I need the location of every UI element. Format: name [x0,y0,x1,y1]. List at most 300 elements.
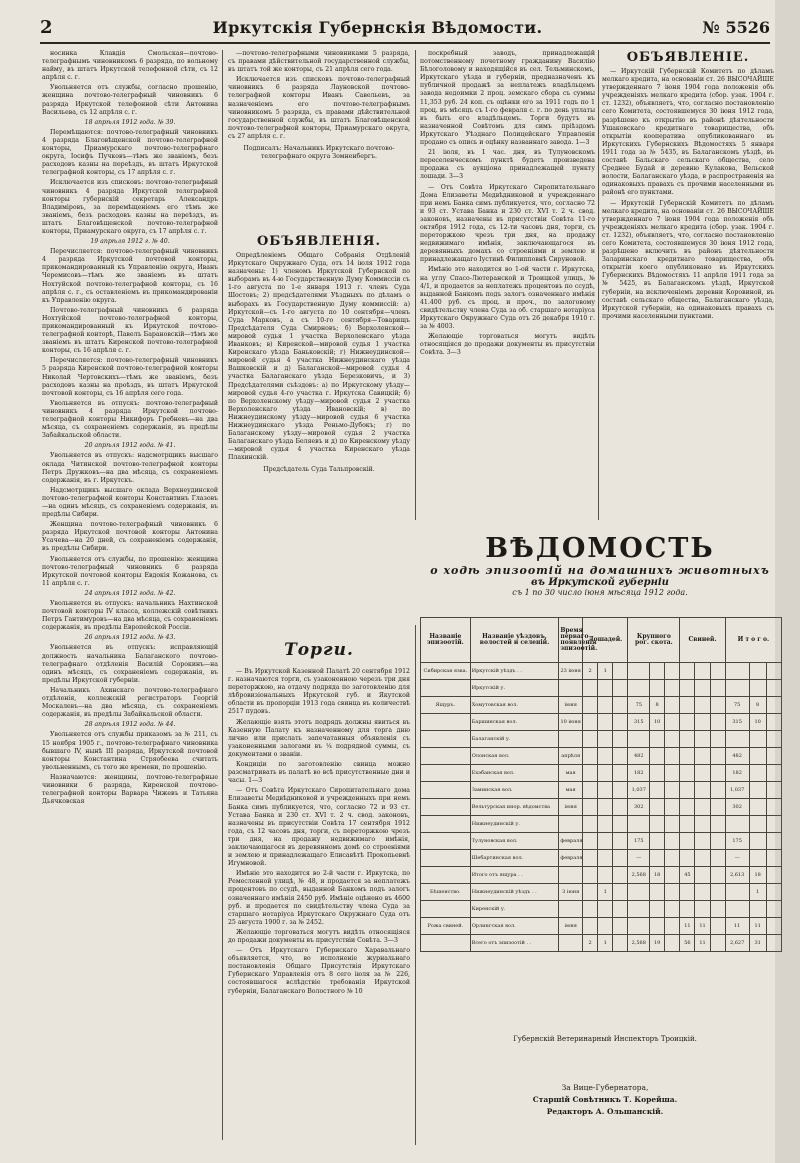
table-cell [749,833,766,850]
table-cell: мая [559,765,583,782]
table-cell [613,799,628,816]
paragraph: Начальникъ Ахинскаго почтово-телеграфнаго отдѣленія, коллежскій регистраторъ Георгій Москалевъ—на два мѣсяца, съ сохраненіемъ содержанія, въ предѣлы Забайкальской области. [42,686,218,719]
table-cell [680,816,695,833]
table-header-cell: Названіе уѣздовъ, волостей и селеній. [470,618,559,663]
table-cell: мая [559,782,583,799]
table-cell: 18 [650,867,665,884]
table-cell: 1 [598,663,613,680]
table-header-cell: Крупного рог. скота. [628,618,680,663]
paragraph: 20 апрѣля 1912 года. № 41. [84,442,176,450]
table-cell: Баршинская вол. [470,714,559,731]
table-header-cell: Лошадей. [583,618,628,663]
table-cell [749,680,766,697]
table-row [421,663,782,680]
table-cell: 75 [725,697,749,714]
table-cell [598,680,613,697]
paragraph: 21 іюля, въ 1 час. дня, въ Тулуновскомъ переселенческомъ пунктѣ будетъ произведена продажа съ аукціона принадлежащей пункту лошади. 3—3 [420,149,595,181]
table-row [421,765,782,782]
table-cell [710,935,725,952]
table-cell [665,663,680,680]
column-divider [415,625,416,1145]
vedomost-subtitle: о ходѣ эпизоотій на домашнихъ животныхъ [430,564,770,577]
table-cell [710,663,725,680]
table-cell [710,901,725,918]
paragraph: Желающіе взять этотъ подрядъ должны явиться въ Казенную Палату къ назначенному для торга дню лично или прислать запечатанныя объявленія съ узаконенными залогами въ ¼ подрядной суммы, съ документами о званіи. [228,718,410,758]
table-cell [583,731,598,748]
epizootic-table [420,617,782,952]
table-cell [583,799,598,816]
table-cell [650,816,665,833]
table-cell: 302 [725,799,749,816]
table-cell: 3 іюня [559,884,583,901]
table-cell [559,731,583,748]
table-cell [583,697,598,714]
table-header-cell: Названіе эпизоотій. [421,618,471,663]
table-cell: 182 [725,765,749,782]
table-cell: Рожа свиней. [421,918,471,935]
table-cell [583,867,598,884]
table-cell: 2,613 [725,867,749,884]
table-cell: 11 [680,918,695,935]
table-cell [695,782,710,799]
table-cell: 482 [725,748,749,765]
table-row [421,748,782,765]
table-cell: Иркутскій уѣздъ . . [470,663,559,680]
table-cell [680,663,695,680]
table-cell: 31 [749,935,766,952]
table-cell: іюня [559,799,583,816]
vedomost-subtitle-region: въ Иркутской губерніи [531,577,669,588]
table-cell: Балаганскій у. [470,731,559,748]
table-header-cell: Свиней. [680,618,725,663]
table-cell [559,901,583,918]
column-announcements [228,252,410,632]
table-cell [749,765,766,782]
table-cell [680,697,695,714]
table-cell: Нижнеудинскій уѣздъ . . [470,884,559,901]
table-cell [710,850,725,867]
table-cell: Бѣшенство. [421,884,471,901]
table-cell [598,918,613,935]
table-cell [680,714,695,731]
paragraph: Увольняется въ отпускъ: исправляющій должность начальника Балаганского почтово-телеграфнаго отдѣленія Василій Сорокинъ—на одинъ мѣсяцъ, съ сохраненіемъ содержанія, въ предѣлы Иркутской губерніи. [42,644,218,684]
table-cell [613,697,628,714]
table-cell [749,901,766,918]
paragraph: — Въ Иркутской Казенной Палатѣ 20 сентября 1912 г. назначаются торги, съ узаконенною черезъ три дня переторжкою, на отдачу подряда по заготовленію для лѣбровизіональныхъ Иркутской губ. и Якутской области въ пропорціи 1913 года свинца въ количествѣ 2517 пудовъ. [228,668,410,716]
table-cell [583,782,598,799]
table-cell [628,901,650,918]
table-cell [613,765,628,782]
table-row [421,799,782,816]
table-cell [665,799,680,816]
table-cell [725,731,749,748]
table-cell [598,799,613,816]
table-cell [749,782,766,799]
table-cell: 2 [583,663,598,680]
table-cell [680,782,695,799]
paragraph: —почтово-телеграфными чиновниками 5 разряда, съ правами дѣйствительной государственной службы, въ штатъ той же конторы, съ 21 апрѣля сего года. [228,50,410,74]
table-cell [695,697,710,714]
table-cell [665,765,680,782]
table-cell [650,833,665,850]
vedomost-header [420,533,780,597]
table-cell [680,731,695,748]
table-cell [583,765,598,782]
table-cell [650,901,665,918]
table-cell: 1 [749,884,766,901]
paragraph: Желающіе торговаться могутъ видѣть относящіяся до продажи документы въ присутствіи Совѣта. 3—3 [228,928,410,944]
table-cell [725,680,749,697]
paragraph: Увольняется въ отпускъ: надсмотрщикъ высшаго оклада Читинской почтово-телеграфной конторы Петръ Дружковъ—на два мѣсяца, съ сохраненіемъ содержанія, въ г. Иркутскъ. [42,452,218,484]
table-cell [583,833,598,850]
column-auctions [228,668,410,1138]
table-cell [598,697,613,714]
table-row [421,850,782,867]
table-cell [710,799,725,816]
table-cell: іюня [559,918,583,935]
auctions-title: Торги. [284,640,354,660]
paragraph: Имѣніе это находится во 2-й части г. Иркутска, по Ремесленной улицѣ, № 48, и продается за неплатежъ процентовъ по ссудѣ, выданной Банкомъ подъ залогъ означеннаго имѣнія 2450 руб. Имѣніе оцѣнено въ 4600 руб. и продается по свидѣтельству члена Суда за старшаго нотаріуса Иркутскаго Окружнаго Суда отъ 25 августа 1900 г. за № 2452. [228,870,410,926]
table-cell [680,799,695,816]
table-cell [421,731,471,748]
table-cell [613,663,628,680]
paragraph: — Отъ Совѣта Иркутскаго Сиропитательнаго Дома Елизаветы Медвѣдниковой и учрежденнаго при немъ Банка симъ публикуется, что, согласно 72 и 93 ст. Устава Банка и 230 ст. XVI т. 2 ч. свод. законовъ, назначены въ присутствіи Совѣта 11-го октября 1912 года, съ 12-ти часовъ дня, торги, съ переторжкою чрезъ три дня, на продажу недвижимаго имѣнія, заключающагося въ деревянныхъ домахъ со строеніями и землею и принадлежащаго Іустинѣ Филипповнѣ Сируновой. [420,183,595,264]
table-cell: 23 іюня [559,663,583,680]
vedomost-title: ВѢДОМОСТЬ [485,533,715,564]
table-cell: 8 [650,697,665,714]
table-cell: 45 [680,867,695,884]
paragraph: Перечисляется: почтово-телеграфный чиновникъ 4 разряда Иркутской почтовой конторы, прикомандированный къ Управленію округа, Иванъ Черемисовъ—тѣмъ же званіемъ въ штатъ Нохтуйской почтово-телеграфной конторы, съ 16 апрѣля с. г., съ оставленіемъ въ прикомандированіи къ Управленію округа. [42,248,218,304]
table-cell: 11 [695,918,710,935]
paragraph: 19 апрѣля 1912 г. № 40. [90,238,170,246]
table-cell [695,850,710,867]
table-cell: 10 іюня [559,714,583,731]
newspaper-title: Иркутскія Губернскія Вѣдомости. [212,17,543,37]
table-cell [725,884,749,901]
table-cell [749,663,766,680]
table-cell: 315 [725,714,749,731]
table-cell [665,918,680,935]
table-cell [665,884,680,901]
table-cell [665,935,680,952]
paragraph: Исключается изъ списковъ: почтово-телеграфный чиновникъ 4 разряда Иркутской телеграфной конторы губернскій секретарь Александръ Владиміровъ, за перемѣщеніемъ его тѣмъ же званіемъ, безъ расходовъ казны на переѣздъ, въ штатъ Благовѣщенской почтово-телеграфной конторы, Приамурскаго округа, съ 17 апрѣля с. г. [42,179,218,235]
table-row [421,935,782,952]
table-cell [613,867,628,884]
table-cell [613,731,628,748]
table-cell [680,748,695,765]
table-cell: Иркутскій у. [470,680,559,697]
veterinary-inspector: Губернскій Ветеринарный Инспекторъ Троицкій. [513,1035,697,1043]
table-cell [725,901,749,918]
epizootic-table-wrap [420,617,782,1017]
table-cell [695,714,710,731]
table-cell [628,663,650,680]
table-cell [665,748,680,765]
table-cell: 302 [628,799,650,816]
table-cell [650,748,665,765]
table-cell [680,901,695,918]
paragraph: носинка Клавдія Смольская—почтово-телеграфнымъ чиновникомъ 6 разряда, по вольному найму, въ штатъ Иркутской телефонной сѣти, съ 12 апрѣля с. г. [42,50,218,82]
table-cell [628,816,650,833]
table-cell: 56 [680,935,695,952]
table-row [421,867,782,884]
table-cell [749,748,766,765]
paragraph: Почтово-телеграфный чиновникъ 6 разряда Нохтуйской почтово-телеграфной конторы, прикомандированный къ Иркутской почтово-телеграфной конторѣ, Павелъ Барановскій—тѣмъ же званіемъ въ штатъ Киренской почтово-телеграфной конторы, съ 16 апрѣля с. г. [42,306,218,355]
table-cell [583,884,598,901]
table-cell: — [725,850,749,867]
table-cell: Сибирская язва. [421,663,471,680]
table-cell [695,884,710,901]
table-cell [695,799,710,816]
paragraph: 18 апрѣля 1912 года. № 39. [84,118,176,126]
table-cell [613,833,628,850]
table-cell [598,782,613,799]
paragraph: Опредѣленіемъ Общаго Собранія Отдѣленій Иркутскаго Окружнаго Суда, отъ 14 іюля 1912 года назначены: 1) членомъ Иркутской Губернской по выборамъ въ 4-ю Государственную Думу Коммиссіи съ 1-го августа по 1-е января 1913 г. членъ Суда Шостовъ; 2) предсѣдателями Уѣздныхъ по дѣламъ о выборахъ въ Государственную Думу коммиссій: а) Иркутской—съ 1-го августа по 10 сентября—членъ Суда Марковъ, а съ 10-го сентября—Товарищъ Предсѣдателя Суда Смирновъ; б) Верхоленской—мировой судья 1 участка Верхоленскаго уѣзда Иванковъ; в) Киренской—мировой судья 1 участка Киренскаго уѣзда Баньковскій; г) Нижнеудинской—мировой судья 4 участка Нижнеудинскаго уѣзда Вашковскій и д) Балаганской—мировой судья 4 участка Балаганскаго уѣзда Березковичъ, и 3) Предсѣдателями съѣздовъ: а) по Иркутскому уѣзду—мировой судья 4-го участка г. Иркутска Савицкій; б) по Верхоленскому уѣзду—мировой судья 2 участка Верхоленскаго уѣзда Ивановскій; в) по Нижнеудинскому уѣзду—мировой судья 6 участка Нижнеудинскаго уѣзда Реньмо-Дубокъ; г) по Балаганскому уѣзду—мировой судья 2 участка Балаганскаго уѣзда Беляевъ и д) по Киренскому уѣзду—мировой судья 4 участка Киренскаго уѣзда Плахинскій. [228,252,410,462]
table-cell [628,884,650,901]
table-cell: 2,627 [725,935,749,952]
table-cell [650,663,665,680]
table-cell [421,782,471,799]
paragraph: Имѣніе это находится во 1-ой части г. Иркутска, на углу Спасо-Лютеранской и Троицкой улицъ, № 4/1, и продается за неплатежъ процентовъ по ссудѣ, выданной Банкомъ подъ залогъ означеннаго имѣнія 41.400 руб. съ проц. и проч., по залоговому свидѣтельству члена Суда за об. старшаго нотаріуса Иркутскаго Окружнаго Суда отъ 26 декабря 1910 г. за № 4003. [420,266,595,331]
table-row [421,731,782,748]
table-cell: Шебартинская вол. [470,850,559,867]
table-cell [598,833,613,850]
table-cell [613,850,628,867]
paragraph: Увольняется отъ службы приказомъ за № 211, съ 15 ноября 1905 г., почтово-телеграфнаго чиновника бывшаго IV, нынѣ III разряда, Иркутской почтовой конторы Константина Стряобеева считать увольненнымъ, съ того же времени, по прошенію. [42,731,218,771]
table-cell [695,680,710,697]
table-cell [421,833,471,850]
table-cell [583,748,598,765]
table-cell: 1,037 [725,782,749,799]
table-cell: 8 [749,697,766,714]
table-cell [613,884,628,901]
table-cell [598,901,613,918]
table-row [421,833,782,850]
table-cell [695,663,710,680]
table-cell [613,918,628,935]
table-cell [598,867,613,884]
table-cell [665,714,680,731]
table-cell [665,680,680,697]
table-header-row [421,618,782,663]
table-cell [421,816,471,833]
table-cell [421,765,471,782]
table-cell [710,748,725,765]
table-cell [598,765,613,782]
paragraph: Надсмотрщикъ высшаго оклада Верхнеудинской почтово-телеграфной конторы Константинъ Глазовъ—на одинъ мѣсяцъ, съ сохраненіемъ содержанія, въ предѣлы Сибири. [42,486,218,519]
table-cell [665,867,680,884]
table-cell [583,816,598,833]
vice-governor-label: За Вице-Губернатора, [561,1083,649,1092]
paragraph: 24 апрѣля 1912 года. № 42. [84,589,176,597]
table-cell [665,816,680,833]
table-cell [680,850,695,867]
editor: Редакторъ А. Ольшанскій. [546,1107,664,1116]
table-cell: Киренскій у. [470,901,559,918]
table-cell [710,867,725,884]
paragraph: — Иркутскій Губернскій Комитетъ по дѣламъ мелкаго кредита, на основаніи ст. 26 ВЫСОЧАЙШЕ утвержденнаго 7 іюня 1904 года положенія объ учрежденіяхъ мелкаго кредита (сбор. узак. 1904 г. ст. 1232), объявляетъ, что, согласно постановленію сего Комитета, состоявшемуся 30 іюня 1912 года, разрѣшено къ открытію въ районѣ дѣятельности Ушаковскаго кредитнаго товарищества, объ открытіи кооператива опубликованнаго въ Иркутскихъ Губернскихъ Вѣдомостяхъ 5 января 1911 года за № 5435, въ Балаганскомъ уѣздѣ, въ составѣ Бальскаго сельскаго общества, село Среднее Будай и деревню Кулакова, Вельской волости, Балаганскаго уѣзда, в распространенія на одинаковыхъ правахъ съ прочими населенными въ районѣ его пунктами. [602,68,774,197]
column-divider [415,50,416,520]
paragraph: — Отъ Иркутскаго Губернскаго Харавальнаго объявляется, что, во исполненіе журнальнаго постановленія Общаго Присутствія Иркутскаго Губернскаго Управленія отъ 8 сего іюля за № 226, состоявшагося вслѣдствіе требованія Иркутской губерніи, Балаганскаго Волостного № 10 [228,947,410,995]
table-cell [613,816,628,833]
table-cell: 11 [695,935,710,952]
paragraph: 26 апрѣля 1912 года. № 43. [84,634,176,642]
table-cell [695,816,710,833]
table-cell [749,731,766,748]
table-cell [421,935,471,952]
table-cell: Ящуръ. [421,697,471,714]
table-cell: Тулуновская вол. [470,833,559,850]
table-cell [421,867,471,884]
table-row [421,697,782,714]
table-cell [559,680,583,697]
table-cell [421,850,471,867]
page-header [40,12,770,44]
table-cell: 2 [583,935,598,952]
table-cell [559,935,583,952]
vedomost-period: съ 1 по 30 число іюня мѣсяца 1912 года. [512,588,688,597]
table-cell [613,748,628,765]
table-cell: 1,037 [628,782,650,799]
table-cell [695,833,710,850]
table-cell [650,680,665,697]
table-header-cell: И т о г о. [725,618,781,663]
table-cell: февраля [559,833,583,850]
table-row [421,680,782,697]
table-cell: — [628,850,650,867]
table-cell [650,884,665,901]
table-cell [650,918,665,935]
table-row [421,884,782,901]
table-cell: 75 [628,697,650,714]
table-cell: 482 [628,748,650,765]
column-sales [420,50,595,470]
table-cell [710,816,725,833]
table-cell [695,867,710,884]
table-cell [583,850,598,867]
table-cell [650,799,665,816]
column-divider [598,50,599,520]
table-cell [749,850,766,867]
table-cell: 2,568 [628,935,650,952]
table-cell: 11 [749,918,766,935]
table-cell [725,816,749,833]
table-cell [665,833,680,850]
table-cell [598,731,613,748]
table-cell [749,799,766,816]
table-cell [695,731,710,748]
table-cell [725,663,749,680]
table-cell: Итого отъ ящура . . [470,867,559,884]
paragraph: Предсѣдатель Суда Тальпровскій. [263,466,375,474]
table-cell [650,782,665,799]
table-cell [613,935,628,952]
table-cell [710,884,725,901]
table-cell [613,782,628,799]
announcements-title: ОБЪЯВЛЕНІЯ. [256,234,382,249]
table-cell [421,680,471,697]
paragraph: Увольняется въ отпускъ: почтово-телеграфный чиновникъ 4 разряда Иркутской почтово-телеграфной конторы Никифоръ Гребневъ—на два мѣсяца, съ сохраненіемъ содержанія, въ предѣлы Забайкальской области. [42,399,218,440]
paragraph: Кондиціи по заготовленію свинца можно разсматривать въ палатѣ во всѣ присутственные дни и часы. 1—3 [228,761,410,785]
signatures [430,1082,780,1118]
table-cell [650,765,665,782]
table-cell: іюня [559,697,583,714]
table-cell [695,748,710,765]
table-cell [598,714,613,731]
page-number: 2 [40,16,53,38]
paragraph: Перемѣщаются: почтово-телеграфный чиновникъ 4 разряда Благовѣщенской почтово-телеграфной конторы, Приамурскаго почтово-телеграфнаго округа, Іосифъ Пучковъ—тѣмъ же званіемъ, безъ расходовъ казны на переѣздъ, въ штатъ Иркутской телеграфной конторы, съ 17 апрѣля с. г. [42,128,218,177]
table-cell [710,765,725,782]
paragraph: Увольняется въ отпускъ: начальникъ Нахтинской почтовой конторы IV класса, коллежскій совѣтникъ Петръ Гантимуровъ—на два мѣсяца, съ сохраненіемъ содержанія, въ предѣлы Европейской Россіи. [42,600,218,632]
table-cell: 1 [598,884,613,901]
table-cell: Олонская вол. [470,748,559,765]
table-cell [680,765,695,782]
table-cell: Ехэбанская вол. [470,765,559,782]
table-cell [695,901,710,918]
table-cell: 2,568 [628,867,650,884]
table-cell [598,816,613,833]
table-cell: 175 [628,833,650,850]
table-cell [613,714,628,731]
table-cell [628,731,650,748]
table-cell [628,918,650,935]
table-cell [583,680,598,697]
table-cell [710,833,725,850]
table-cell: 175 [725,833,749,850]
page-edge-shadow [775,0,800,1163]
issue-number: № 5526 [702,17,770,37]
paragraph: Увольняется отъ службы, по прошенію: женщина почтово-телеграфный чиновникъ 6 разряда Иркутской почтовой конторы Евдокія Кожанова, съ 11 апрѣля с. г. [42,555,218,587]
table-cell: Заминская вол. [470,782,559,799]
table-cell [665,901,680,918]
table-cell: февраля [559,850,583,867]
table-cell [680,833,695,850]
paragraph: Желающіе торговаться могутъ видѣть относящіяся до продажи документы въ присутствіи Совѣта. 3—3 [420,333,595,357]
table-header-cell: Время перваго появленія эпизоотій. [559,618,583,663]
table-row [421,918,782,935]
table-cell [665,850,680,867]
table-row [421,714,782,731]
table-cell [583,918,598,935]
table-cell [710,680,725,697]
table-cell [680,884,695,901]
table-cell [613,680,628,697]
table-cell [598,850,613,867]
column-appointments [42,50,218,1140]
table-cell [710,782,725,799]
table-cell [421,901,471,918]
table-cell: Нижнеудинскій у. [470,816,559,833]
table-cell [421,799,471,816]
table-cell [710,714,725,731]
table-cell: Вельтурская инор. вѣдомства [470,799,559,816]
table-cell [710,731,725,748]
table-cell: 11 [725,918,749,935]
paragraph: Исключается изъ списковъ почтово-телеграфный чиновникъ 6 разряда Лауновской почтово-телеграфной конторы Иванъ Савельевъ, за назначеніемъ его почтово-телеграфнымъ чиновникомъ 5 разряда, съ правами дѣйствительной государственной службы, въ штатъ Благовѣщенской почтово-телеграфной конторы, Приамурскаго округа, съ 27 апрѣля с. г. [228,76,410,140]
table-cell [583,714,598,731]
table-cell: Всего отъ эпизоотій . . [470,935,559,952]
table-cell [421,714,471,731]
table-cell [598,748,613,765]
table-cell: Хомутовская вол. [470,697,559,714]
table-cell [650,731,665,748]
table-cell: 19 [650,935,665,952]
table-cell [665,697,680,714]
table-row [421,816,782,833]
table-cell [628,680,650,697]
table-row [421,782,782,799]
table-cell: 18 [749,867,766,884]
